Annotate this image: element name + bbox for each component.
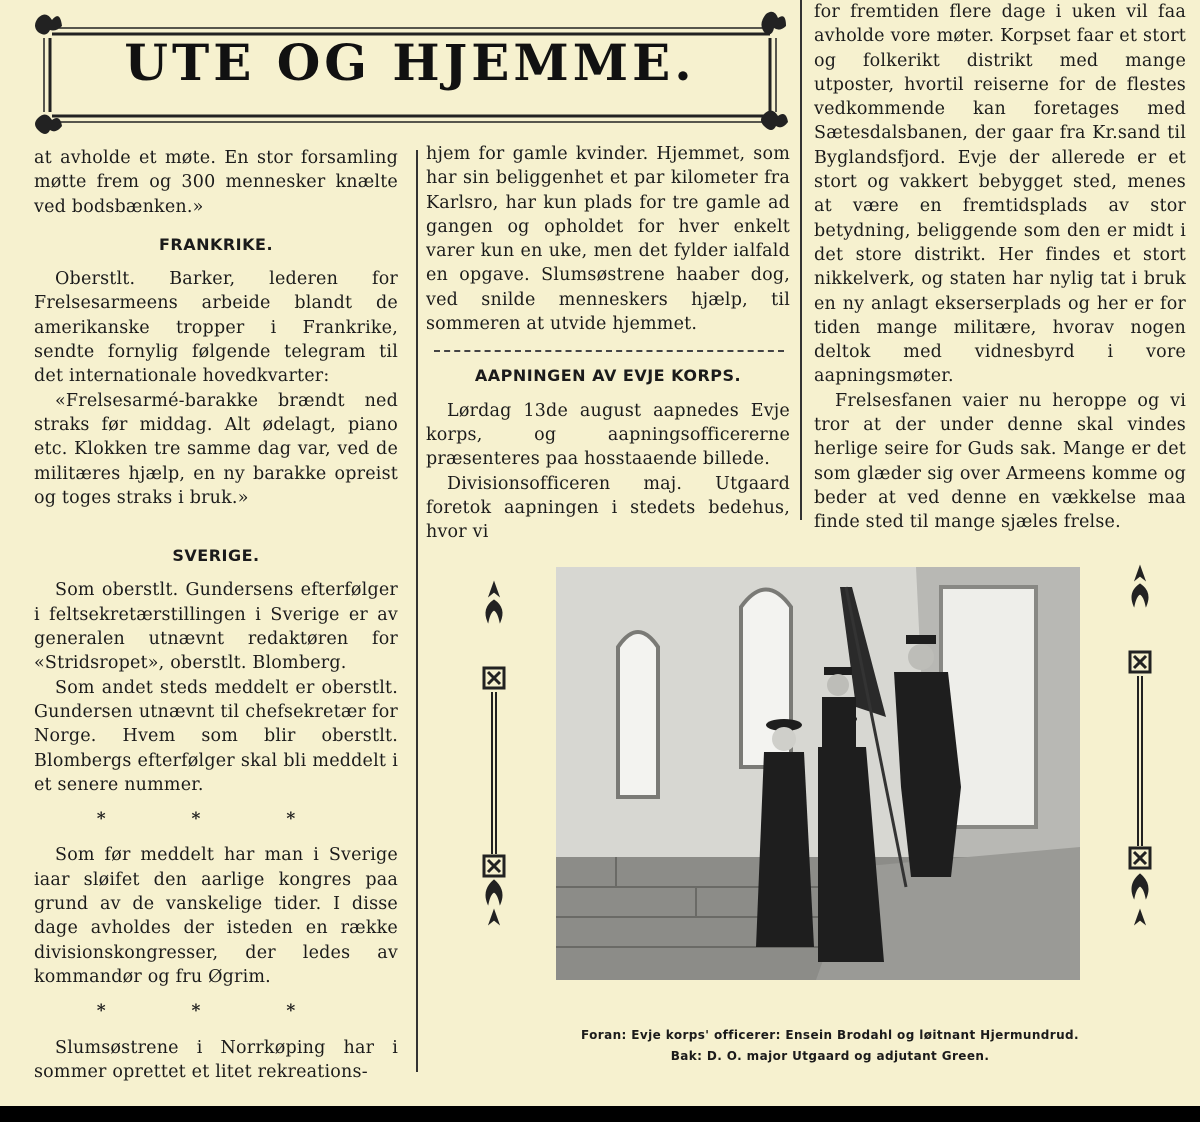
col2-paragraph-1: hjem for gamle kvinder. Hjemmet, som har sin beliggenhet et par kilometer fra Karlsro, har kun plads for tre gamle ad gangen og opholdet for hver enkelt varer kun en uke, men det fylder ialfald en opgave. Slumsøstrene haaber dog, ved snilde menneskers hjælp, til sommeren at utvide hjemmet. [426, 144, 790, 335]
caption-line-1: Foran: Evje korps' officerer: Ensein Brodahl og løitnant Hjermundrud. [581, 1028, 1079, 1042]
scan-edge [0, 1106, 1200, 1122]
ornament-right-icon [1124, 564, 1156, 946]
frankrike-heading: FRANKRIKE. [158, 234, 274, 254]
frankrike-paragraph-2: «Frelsesarmé-barakke brændt ned straks før middag. Alt ødelagt, piano etc. Klokken tre samme dag var, ved de militæres hjælp, en ny barakke opreist og toges straks i bruk.» [34, 390, 398, 508]
column-2 [426, 142, 790, 544]
column-rule-2 [800, 0, 802, 520]
column-3 [814, 0, 1186, 535]
column-rule-1 [416, 150, 418, 1072]
page-title: UTE OG HJEMME. [124, 33, 696, 92]
sverige-paragraph-4: Slumsøstrene i Norrkøping har i sommer oprettet et litet rekreations- [34, 1037, 398, 1082]
col1-intro: at avholde et møte. En stor forsamling møtte frem og 300 mennesker knælte ved bodsbænken.» [34, 148, 398, 217]
evje-officers-photo [556, 567, 1080, 980]
column-1 [34, 146, 398, 1084]
caption-line-2: Bak: D. O. major Utgaard og adjutant Green. [670, 1049, 990, 1063]
evje-paragraph-1: Lørdag 13de august aapnedes Evje korps, og aapningsofficererne præsenteres paa hosstaaende billede. [426, 400, 790, 470]
col3-paragraph-2: Frelsesfanen vaier nu heroppe og vi tror at der under denne skal vindes herlige seire for Guds sak. Mange er det som glæder sig over Armeens komme og beder at ved denne en vækkelse maa finde sted til mange sjæles frelse. [814, 390, 1186, 533]
evje-paragraph-2: Divisionsofficeren maj. Utgaard foretok aapningen i stedets bedehus, hvor vi [426, 473, 790, 543]
section-divider-stars-1: * * * [96, 809, 336, 830]
sverige-heading: SVERIGE. [172, 546, 260, 566]
divider-line [434, 350, 784, 352]
ornament-left-icon [478, 580, 510, 940]
col3-paragraph-1: for fremtiden flere dage i uken vil faa avholde vore møter. Korpset faar et stort og folkerikt distrikt med mange utposter, hvortil reiserne for de flestes vedkommende kan foretages med Sætesdalsbanen, der gaar fra Kr.sand til Byglandsfjord. Evje der allerede er et stort og vakkert bebygget sted, menes at være en fremtidsplads av stor betydning, beliggende som den er midt i det store distrikt. Her findes et stort nikkelverk, og staten har nylig tat i bruk en ny anlagt ekserserplads og her er for tiden mange militære, hvorav nogen deltok med vidnesbyrd i vore aapningsmøter. [814, 2, 1186, 387]
photo-caption [520, 1025, 1140, 1067]
frankrike-paragraph-1: Oberstlt. Barker, lederen for Frelsesarmeens arbeide blandt de amerikanske tropper i Frankrike, sendte fornylig følgende telegram til det internationale hovedkvarter: [34, 269, 398, 387]
evje-heading: AAPNINGEN AV EVJE KORPS. [474, 366, 742, 386]
section-divider-stars-2: * * * [96, 1001, 336, 1022]
sverige-paragraph-1: Som oberstlt. Gundersens efterfølger i feltsekretærstillingen i Sverige er av generalen utnævnt redaktøren for «Stridsropet», oberstlt. Blomberg. [34, 580, 398, 674]
sverige-paragraph-2: Som andet steds meddelt er oberstlt. Gundersen utnævnt til chefsekretær for Norge. Hvem som blir oberstlt. Blombergs efterfølger skal bli meddelt i et senere nummer. [34, 677, 398, 795]
sverige-paragraph-3: Som før meddelt har man i Sverige iaar sløifet den aarlige kongres paa grund av de vanskelige tider. I disse dage avholdes der isteden en række divisionskongresser, der ledes av kommandør og fru Øgrim. [34, 845, 398, 987]
